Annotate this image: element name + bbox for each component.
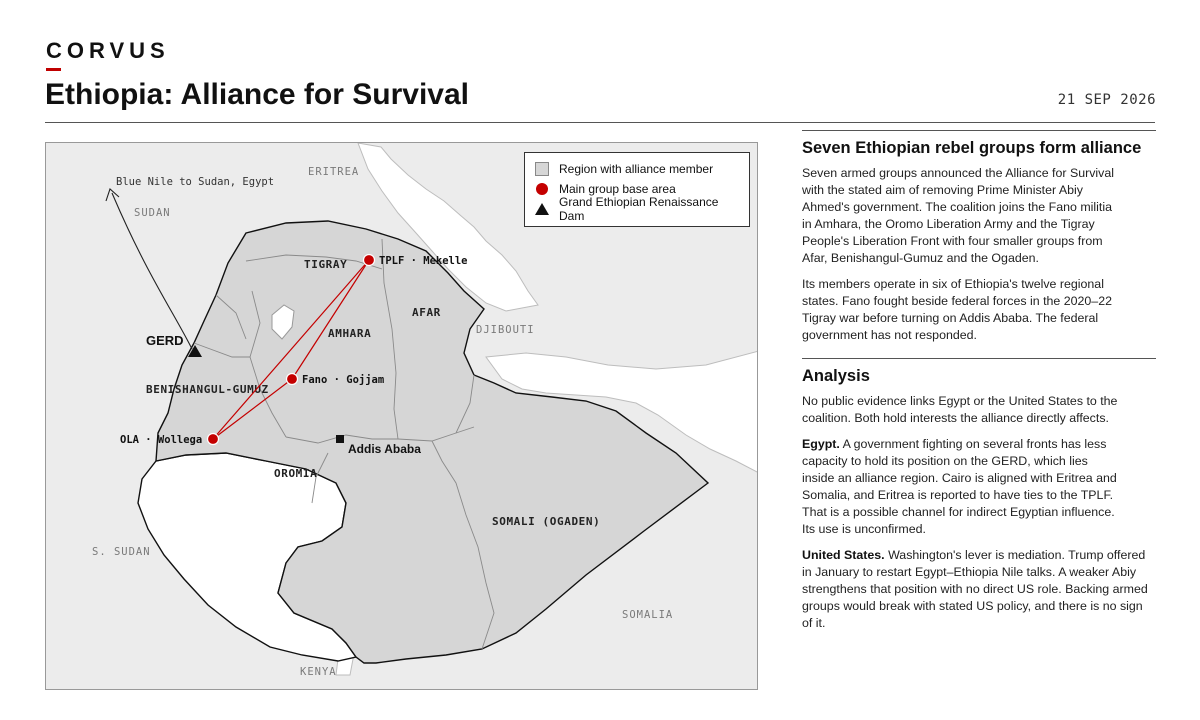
brand-accent-bar	[46, 68, 61, 71]
publication-date: 21 SEP 2026	[1057, 92, 1156, 108]
label-amhara: AMHARA	[328, 327, 372, 340]
section1-paragraph-2: Its members operate in six of Ethiopia's twelve regional states. Fano fought beside federal forces in the 2020–22 Tigray war before turning on Addis Ababa. The federal government has not responded.	[802, 277, 1112, 342]
us-label: United States.	[802, 548, 885, 562]
capital-marker	[336, 435, 344, 443]
section2-egypt	[802, 436, 1122, 538]
section1-paragraph-1: Seven armed groups announced the Alliance for Survival with the stated aim of removing Prime Minister Abiy Ahmed's government. The coalition joins the Fano militia in Amhara, the Oromo Liberation Army and the Tigray People's Liberation Front with four smaller groups from Afar, Benishangul-Gumuz and the Ogaden.	[802, 166, 1115, 265]
legend-region-swatch	[535, 162, 549, 176]
brand-logo: CORVUS	[46, 38, 170, 63]
legend-base-label: Main group base area	[559, 182, 676, 196]
label-somali: SOMALI (OGADEN)	[492, 515, 601, 528]
label-eritrea: ERITREA	[308, 166, 360, 178]
section2-us	[802, 547, 1156, 632]
label-tigray: TIGRAY	[304, 258, 348, 271]
egypt-label: Egypt.	[802, 437, 840, 451]
label-afar: AFAR	[412, 306, 441, 319]
us-text: Washington's lever is mediation. Trump offered in January to restart Egypt–Ethiopia Nile talks. A weaker Abiy strengthens that position with no direct US role. Backing armed groups would break with stated US policy, and there is no sign of it.	[802, 548, 1148, 630]
page-title: Ethiopia: Alliance for Survival	[45, 78, 469, 111]
section1-heading: Seven Ethiopian rebel groups form alliance	[802, 139, 1142, 157]
map-legend	[524, 152, 750, 227]
egypt-text: A government fighting on several fronts has less capacity to hold its position on the GERD, which lies inside an alliance region. Cairo is aligned with Eritrea and Somalia, and Eritrea is reported to have ties to the TPLF. That is a possible channel for indirect Egyptian influence. Its use is unconfirmed.	[802, 437, 1117, 536]
label-ola: OLA · Wollega	[120, 434, 203, 446]
sidebar-rule-1	[802, 130, 1156, 131]
label-djibouti: DJIBOUTI	[476, 324, 535, 336]
river-note: Blue Nile to Sudan, Egypt	[116, 176, 275, 188]
legend-row-region	[535, 159, 739, 179]
label-benishangul: BENISHANGUL-GUMUZ	[146, 383, 269, 396]
legend-dam-icon	[535, 203, 549, 215]
marker-tplf	[364, 255, 375, 266]
label-somalia: SOMALIA	[622, 609, 674, 621]
label-sudan: SUDAN	[134, 207, 171, 219]
label-kenya: KENYA	[300, 666, 337, 678]
marker-ola	[208, 434, 219, 445]
sidebar-rule-2	[802, 358, 1156, 359]
label-gerd: GERD	[146, 333, 184, 348]
sidebar	[802, 130, 1156, 641]
label-south-sudan: S. SUDAN	[92, 546, 151, 558]
label-tplf: TPLF · Mekelle	[379, 255, 468, 267]
label-addis-ababa: Addis Ababa	[348, 442, 421, 456]
legend-dam-label: Grand Ethiopian Renaissance Dam	[559, 195, 719, 223]
label-fano: Fano · Gojjam	[302, 374, 385, 386]
legend-region-label: Region with alliance member	[559, 162, 714, 176]
map-panel	[45, 142, 758, 690]
section2-paragraph-1: No public evidence links Egypt or the United States to the coalition. Both hold interests the alliance directly affects.	[802, 394, 1118, 425]
legend-row-dam	[535, 195, 739, 223]
label-oromia: OROMIA	[274, 467, 318, 480]
marker-fano	[287, 374, 298, 385]
section2-heading: Analysis	[802, 367, 870, 385]
header-rule	[45, 122, 1155, 123]
legend-base-swatch	[536, 183, 548, 195]
